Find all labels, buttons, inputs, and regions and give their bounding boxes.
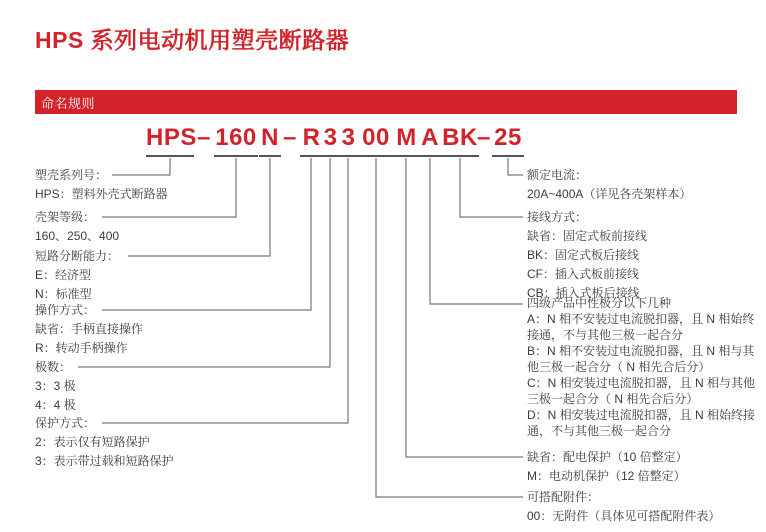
annotation-title: 操作方式： (35, 303, 96, 317)
connector-accessories (376, 158, 523, 497)
annotation-line: 3：表示带过载和短路保护 (35, 454, 174, 468)
annotation-line: CF：插入式板前接线 (527, 267, 639, 281)
annotation-line: A：N 相不安装过电流脱扣器，且 N 相始终 (527, 312, 755, 326)
annotation-title: 可搭配附件： (527, 490, 600, 504)
code-separator: – (197, 124, 211, 151)
annotation-title: 保护方式： (35, 416, 96, 430)
annotation-title: 四级产品中性极分以下几种 (527, 296, 672, 310)
section-header-label: 命名规则 (41, 95, 96, 111)
annotation-line: CB：插入式板后接线 (527, 286, 640, 300)
annotation-line: 4：4 极 (35, 398, 76, 412)
annotation-line: R：转动手柄操作 (35, 341, 128, 355)
annotation-operation-mode (35, 301, 143, 358)
section-header-bar (35, 90, 737, 114)
code-segment-poles: 3 (320, 124, 341, 157)
annotation-title: 接线方式： (527, 210, 588, 224)
annotation-line: 缺省：固定式板前接线 (527, 229, 648, 243)
annotation-line: 通，不与其他三极一起合分 (527, 424, 672, 438)
annotation-shell-series (35, 166, 168, 204)
annotation-line: E：经济型 (35, 268, 92, 282)
annotation-frame-grade (35, 208, 119, 246)
annotation-line: 缺省：手柄直接操作 (35, 322, 144, 336)
code-segment-accessory: 00 (356, 124, 396, 157)
annotation-line: C：N 相安装过电流脱扣器，且 N 相与其他 (527, 376, 756, 390)
annotation-accessories (527, 488, 720, 526)
annotation-line: HPS：塑料外壳式断路器 (35, 187, 168, 201)
annotation-rated-current (527, 166, 691, 204)
annotation-line: N：标准型 (35, 287, 92, 301)
annotation-title: 额定电流： (527, 168, 588, 182)
connector-protection-type (406, 158, 523, 457)
connector-wiring-mode (460, 158, 523, 217)
annotation-neutral-pole (527, 295, 755, 439)
code-segment-breaking: N (259, 124, 281, 157)
annotation-wiring-mode (527, 208, 647, 303)
annotation-title: 壳架等级： (35, 210, 96, 224)
annotation-protection-mode (35, 414, 174, 471)
annotation-line: B：N 相不安装过电流脱扣器，且 N 相与其 (527, 344, 755, 358)
annotation-title: 极数： (35, 360, 72, 374)
annotation-line: 他三极一起合分（ N 相先合后分） (527, 360, 711, 374)
annotation-title: 缺省：配电保护（10 倍整定） (527, 450, 688, 464)
annotation-line: 00：无附件（具体见可搭配附件表） (527, 509, 721, 523)
annotation-breaking-capacity (35, 247, 119, 304)
annotation-title: 塑壳系列号： (35, 168, 108, 182)
annotation-line: D：N 相安装过电流脱扣器，且 N 相始终接 (527, 408, 756, 422)
annotation-line: 接通，不与其他三极一起合分 (527, 328, 684, 342)
annotation-line: 3：3 极 (35, 379, 76, 393)
code-segment-series: HPS (146, 124, 194, 157)
annotation-line: M：电动机保护（12 倍整定） (527, 469, 686, 483)
connector-rated-current (508, 158, 523, 175)
code-segment-neutral: A (419, 124, 441, 157)
code-segment-wiring: BK (441, 124, 479, 157)
connector-neutral-pole (430, 158, 523, 304)
annotation-poles (35, 358, 76, 415)
annotation-protection-type (527, 448, 688, 486)
code-separator: – (477, 124, 491, 151)
code-segment-frame: 160 (214, 124, 258, 157)
code-separator: – (283, 124, 297, 151)
annotation-line: BK：固定式板后接线 (527, 248, 640, 262)
annotation-title: 短路分断能力： (35, 249, 120, 263)
annotation-line: 三极一起合分（ N 相先合后分） (527, 392, 699, 406)
code-segment-protection: 3 (338, 124, 359, 157)
code-segment-current: 25 (492, 124, 524, 157)
code-segment-operation: R (300, 124, 323, 157)
annotation-line: 20A~400A（详见各壳架样本） (527, 187, 692, 201)
annotation-line: 160、250、400 (35, 229, 120, 243)
annotation-line: 2：表示仅有短路保护 (35, 435, 150, 449)
code-segment-motor: M (394, 124, 419, 157)
page-title: HPS 系列电动机用塑壳断路器 (35, 27, 350, 53)
